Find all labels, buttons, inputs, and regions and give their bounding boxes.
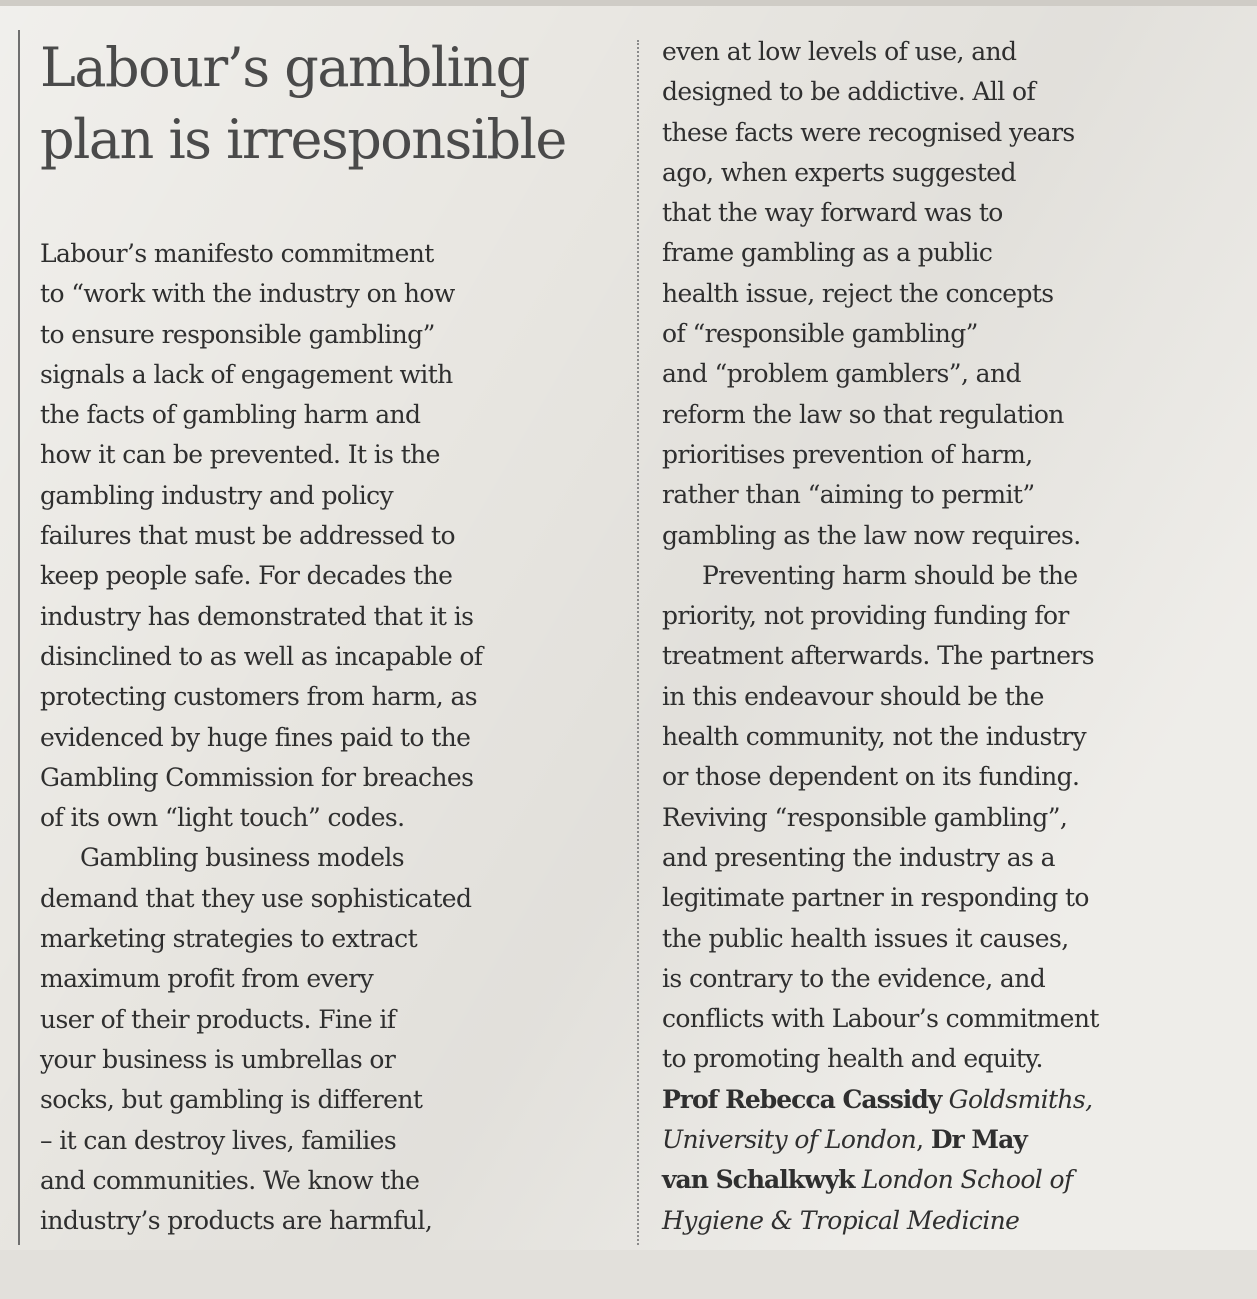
left-column-rule (18, 30, 20, 1245)
headline-line-1: Labour’s gambling (40, 36, 529, 99)
text-line: evidenced by huge fines paid to the (40, 722, 471, 752)
text-line: Labour’s manifesto commitment (40, 239, 434, 268)
text-line: priority, not providing funding for (662, 601, 1069, 631)
text-line: to promoting health and equity. (662, 1044, 1043, 1074)
text-line: industry’s products are harmful, (40, 1206, 433, 1236)
text-line: marketing strategies to extract (40, 924, 418, 954)
text-line: legitimate partner in responding to (662, 883, 1089, 913)
text-line: Gambling Commission for breaches (40, 762, 474, 792)
top-edge (0, 0, 1257, 6)
text-line: Reviving “responsible gambling”, (662, 802, 1068, 832)
text-line: conflicts with Labour’s commitment (662, 1004, 1099, 1034)
right-column (662, 32, 1247, 1241)
text-line: socks, but gambling is different (40, 1085, 423, 1115)
text-line: is contrary to the evidence, and (662, 963, 1046, 993)
text-line: of its own “light touch” codes. (40, 803, 405, 833)
text-line: to ensure responsible gambling” (40, 319, 435, 349)
text-line: in this endeavour should be the (662, 681, 1044, 711)
text-line: failures that must be addressed to (40, 521, 455, 551)
text-line: treatment afterwards. The partners (662, 641, 1094, 671)
text-line: keep people safe. For decades the (40, 561, 453, 591)
text-line: health community, not the industry (662, 722, 1087, 752)
author-2-affiliation-cont: Hygiene & Tropical Medicine (662, 1205, 1020, 1235)
signature-line-1 (662, 1080, 1247, 1120)
left-column (40, 234, 630, 1241)
text-line: that the way forward was to (662, 198, 1003, 228)
text-line: and “problem gamblers”, and (662, 359, 1021, 389)
text-line: the public health issues it causes, (662, 923, 1069, 953)
text-line: rather than “aiming to permit” (662, 480, 1035, 510)
signature-line-3 (662, 1160, 1247, 1200)
paragraph-start-line: Preventing harm should be the (702, 560, 1078, 590)
text-line: user of their products. Fine if (40, 1004, 396, 1034)
text-line: or those dependent on its funding. (662, 762, 1080, 792)
text-line: disinclined to as well as incapable of (40, 641, 483, 671)
text-line: your business is umbrellas or (40, 1044, 396, 1074)
text-line: – it can destroy lives, families (40, 1125, 397, 1155)
text-line: and communities. We know the (40, 1165, 420, 1195)
text-line: frame gambling as a public (662, 238, 993, 268)
author-2-name-cont: van Schalkwyk (662, 1165, 855, 1195)
author-2-affiliation: London School of (854, 1165, 1073, 1195)
text-line: industry has demonstrated that it is (40, 601, 474, 631)
text-line: protecting customers from harm, as (40, 682, 477, 712)
headline-line-2: plan is irresponsible (40, 108, 566, 171)
author-1-name: Prof Rebecca Cassidy (662, 1084, 942, 1114)
text-line: reform the law so that regulation (662, 399, 1064, 429)
text-line: gambling as the law now requires. (662, 520, 1081, 550)
text-line: even at low levels of use, and (662, 37, 1017, 66)
text-line: to “work with the industry on how (40, 279, 455, 309)
paragraph-start-line: Gambling business models (80, 843, 405, 873)
text-line: and presenting the industry as a (662, 842, 1055, 872)
text-line: of “responsible gambling” (662, 319, 978, 349)
text-line: the facts of gambling harm and (40, 400, 421, 430)
author-1-affiliation: Goldsmiths, (941, 1084, 1093, 1114)
author-2-name: Dr May (930, 1125, 1027, 1155)
author-1-affiliation-cont: University of London (662, 1125, 917, 1155)
text-line: demand that they use sophisticated (40, 883, 472, 913)
signature-separator: , (916, 1125, 931, 1155)
text-line: designed to be addictive. All of (662, 77, 1036, 107)
text-line: signals a lack of engagement with (40, 359, 453, 389)
text-line: maximum profit from every (40, 964, 374, 994)
text-line: gambling industry and policy (40, 480, 394, 510)
text-line: these facts were recognised years (662, 117, 1075, 147)
signature-line-2 (662, 1120, 1247, 1160)
text-line: prioritises prevention of harm, (662, 439, 1033, 469)
text-line: health issue, reject the concepts (662, 278, 1054, 308)
text-line: how it can be prevented. It is the (40, 440, 440, 470)
headline (40, 32, 620, 176)
signature-line-4 (662, 1201, 1247, 1241)
text-line: ago, when experts suggested (662, 157, 1016, 187)
column-divider (637, 40, 639, 1245)
bottom-margin (0, 1250, 1257, 1299)
